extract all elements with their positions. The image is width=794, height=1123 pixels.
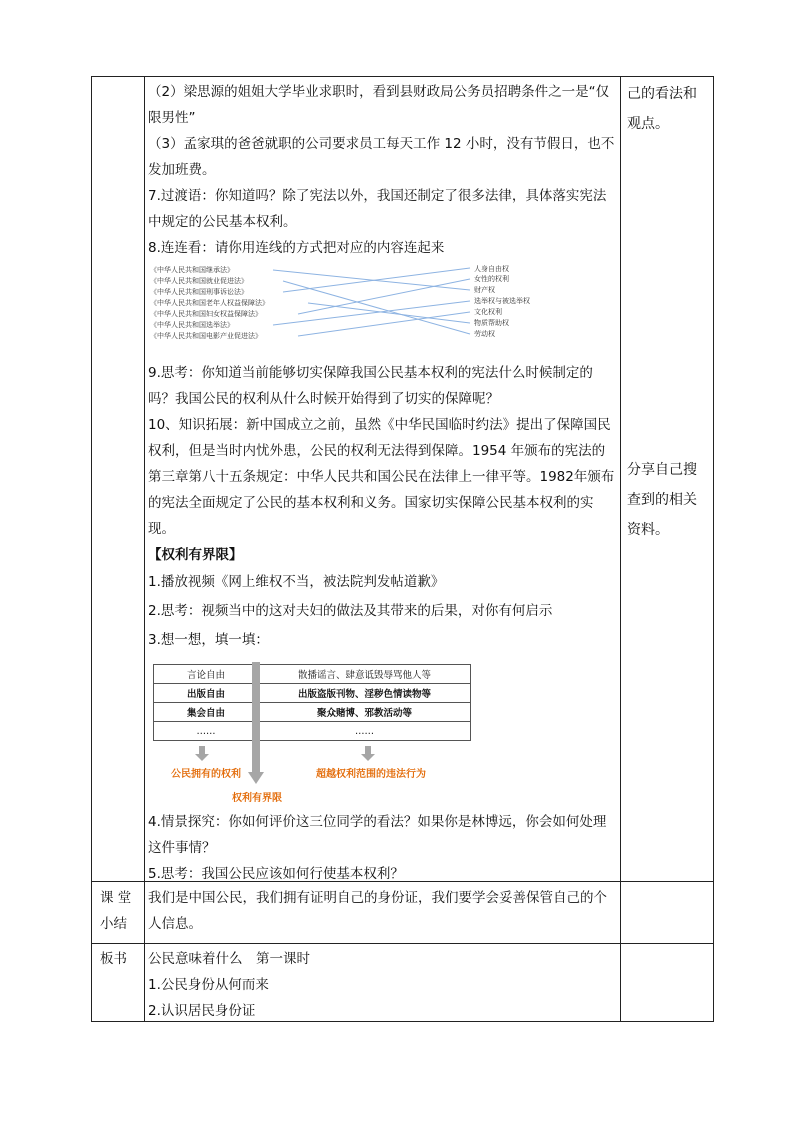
right-item: 选举权与被选举权 [474, 297, 530, 305]
activity-note-1: 己的看法和观点。 [627, 86, 697, 132]
para-match-title: 8.连连看：请你用连线的方式把对应的内容连起来 [148, 240, 445, 256]
lesson-content-3 [148, 568, 618, 655]
board-line: 公民意味着什么 第一课时 [148, 951, 310, 967]
freedom-cell: 言论自由 [154, 665, 259, 684]
matching-diagram [148, 262, 568, 346]
lesson-content-4 [148, 809, 618, 887]
right-item: 女性的权利 [474, 275, 509, 283]
lesson-content [148, 79, 618, 261]
row-divider-2 [91, 943, 714, 944]
para-think-9: 9.思考：你知道当前能够切实保障我国公民基本权利的宪法什么时候制定的吗？我国公民的权利从什么时候开始得到了切实的保障呢？ [148, 365, 593, 407]
freedom-cell: 集会自由 [154, 703, 259, 722]
law-item: 《中华人民共和国选举法》 [150, 321, 234, 329]
law-item: 《中华人民共和国继承法》 [150, 266, 234, 274]
para-video: 1.播放视频《网上维权不当，被法院判发帖道歉》 [148, 574, 445, 590]
board-line: 1.公民身份从何而来 [148, 977, 269, 993]
law-item: 《中华人民共和国刑事诉讼法》 [150, 288, 248, 296]
board-content [148, 946, 616, 1024]
summary-text: 我们是中国公民，我们拥有证明自己的身份证，我们要学会妥善保管自己的个人信息。 [148, 890, 607, 932]
left-arrow-label: 公民拥有的权利 [171, 769, 241, 780]
freedom-cell: 出版自由 [154, 684, 259, 703]
behavior-cell: 出版盗版刊物、淫秽色情读物等 [259, 684, 471, 703]
right-item: 劳动权 [474, 330, 495, 338]
board-label: 板书 [100, 951, 127, 967]
freedom-cell: …… [154, 722, 259, 741]
para-scenario: 4.情景探究：你如何评价这三位同学的看法？如果你是林博远，你会如何处理这件事情？ [148, 814, 607, 856]
behavior-cell: 聚众赌博、邪教活动等 [259, 703, 471, 722]
para-case-2: （2）梁思源的姐姐大学毕业求职时，看到县财政局公务员招聘条件之一是“仅限男性” [148, 84, 610, 126]
para-transition: 7.过渡语：你知道吗？除了宪法以外，我国还制定了很多法律，具体落实宪法中规定的公民基本权利。 [148, 188, 607, 230]
bottom-arrow-label: 权利有界限 [232, 793, 282, 804]
board-line: 2.认识居民身份证 [148, 1003, 256, 1019]
behavior-cell: 散播谣言、肆意诋毁辱骂他人等 [259, 665, 471, 684]
lesson-content-2 [148, 360, 618, 568]
right-arrow-label: 超越权利范围的违法行为 [316, 769, 426, 780]
right-item: 物质帮助权 [474, 319, 509, 327]
para-knowledge: 10、知识拓展：新中国成立之前，虽然《中华民国临时约法》提出了保障国民权利，但是当时内忧外患，公民的权利无法得到保障。1954 年颁布的宪法的第三章第八十五条规定：中华人民共和国公民在法律上一律平等。1982年颁布的宪法全面规定了公民的基本权利和义务。国家切实保障公民基本权利的实现。 [148, 417, 615, 537]
law-item: 《中华人民共和国电影产业促进法》 [150, 332, 262, 340]
right-item: 人身自由权 [474, 265, 509, 273]
summary-label: 课 堂 小结 [100, 890, 132, 932]
behavior-cell: …… [259, 722, 471, 741]
para-think-2: 2.思考：视频当中的这对夫妇的做法及其带来的后果，对你有何启示 [148, 603, 553, 619]
right-item: 财产权 [474, 286, 495, 294]
right-item: 文化权利 [474, 308, 502, 316]
para-think-5: 5.思考：我国公民应该如何行使基本权利？ [148, 866, 404, 882]
law-item: 《中华人民共和国妇女权益保障法》 [150, 310, 262, 318]
section-heading: 【权利有界限】 [148, 547, 243, 563]
para-fill-in: 3.想一想，填一填： [148, 632, 269, 648]
activity-note-2: 分享自己搜查到的相关资料。 [627, 462, 697, 538]
para-case-3: （3）孟家琪的爸爸就职的公司要求员工每天工作 12 小时，没有节假日，也不发加班费。 [148, 136, 615, 178]
law-item: 《中华人民共和国就业促进法》 [150, 277, 248, 285]
law-item: 《中华人民共和国老年人权益保障法》 [150, 299, 269, 307]
